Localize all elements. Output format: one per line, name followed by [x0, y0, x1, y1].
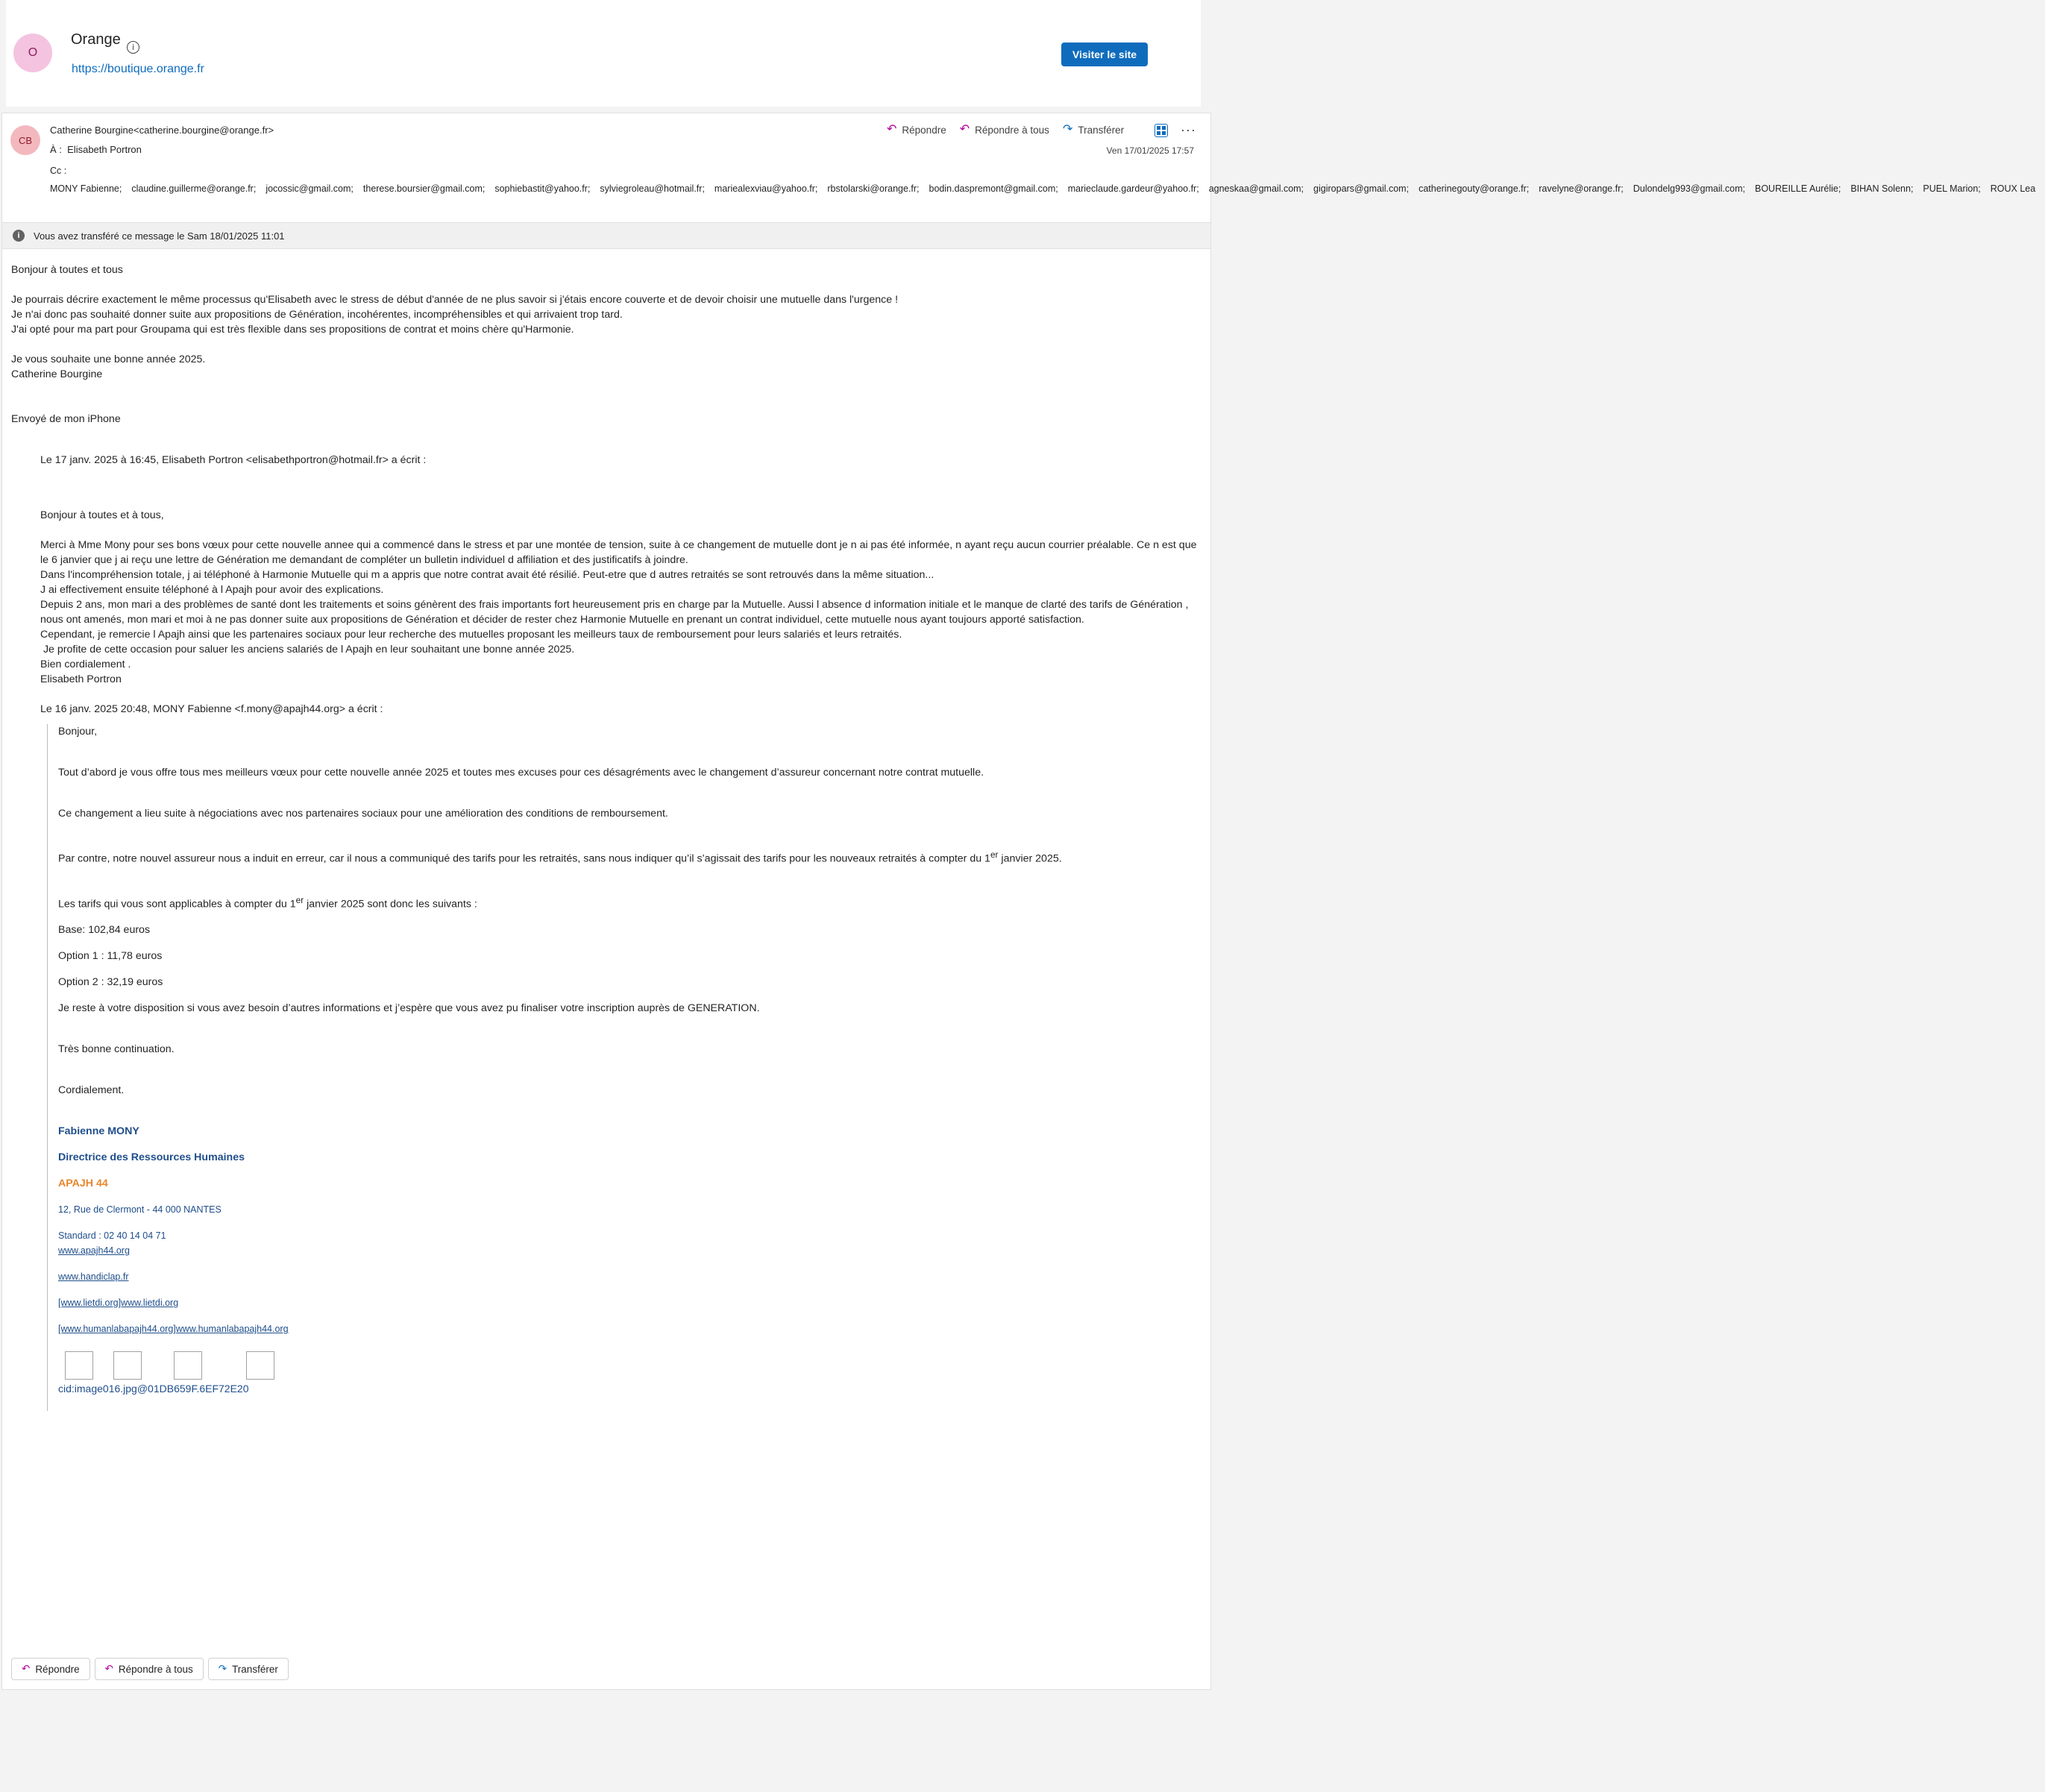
- immersive-reader-icon[interactable]: [1155, 124, 1168, 137]
- cc-recipient[interactable]: claudine.guillerme@orange.fr;: [131, 183, 257, 194]
- quote-line: Bien cordialement .: [40, 658, 131, 670]
- cc-recipient[interactable]: gigiropars@gmail.com;: [1313, 183, 1410, 194]
- quote-paragraph: Je reste à votre disposition si vous avez besoin d’autres informations et j’espère que vous avez pu finaliser votre inscription auprès de GENERATION.: [58, 1002, 760, 1015]
- info-icon: i: [13, 230, 25, 242]
- reply-all-label: Répondre à tous: [975, 124, 1049, 136]
- signature-address: 12, Rue de Clermont - 44 000 NANTES: [58, 1204, 222, 1216]
- quoted-message-fabienne: [47, 724, 1204, 1411]
- reply-label: Répondre: [902, 124, 946, 136]
- reply-all-icon: ↶: [959, 123, 970, 136]
- sent-from-line: Envoyé de mon iPhone: [11, 413, 121, 425]
- tariff-base: Base: 102,84 euros: [58, 924, 151, 937]
- cc-recipient[interactable]: ravelyne@orange.fr;: [1539, 183, 1624, 194]
- tariff-option-1: Option 1 : 11,78 euros: [58, 950, 163, 963]
- forward-label: Transférer: [232, 1663, 278, 1675]
- quote-paragraph: Par contre, notre nouvel assureur nous a induit en erreur, car il nous a communiqué des tarifs pour les retraités, sans nous indiquer qu’il s’agissait des tarifs pour les nouveaux retraités à compter du 1er janvier 2025.: [58, 849, 1062, 865]
- broken-image: [65, 1351, 93, 1380]
- cc-recipient[interactable]: bodin.daspremont@gmail.com;: [929, 183, 1058, 194]
- quote-line: Merci à Mme Mony pour ses bons vœux pour cette nouvelle annee qui a commencé dans le stress et par une montée de tension, suite à ce changement de mutuelle dont je n ai pas été informée, n ayant reçu aucun courrier préalable. Ce n est que le 6 janvier que j ai reçu une lettre de Génération me demandant de compléter un bulletin individuel d affiliation et des justificatifs à joindre.: [40, 539, 1197, 566]
- body-wish: Je vous souhaite une bonne année 2025.: [11, 353, 206, 365]
- cid-image-alt: cid:image016.jpg@01DB659F.6EF72E20: [58, 1383, 249, 1395]
- sender-card: [6, 0, 1201, 107]
- forward-icon: ↷: [218, 1663, 227, 1674]
- quote-line: J ai effectivement ensuite téléphoné à l Apajh pour avoir des explications.: [40, 584, 384, 596]
- reply-all-label: Répondre à tous: [118, 1663, 193, 1675]
- quoted-message-elisabeth: [11, 453, 1204, 717]
- forward-icon: ↷: [1062, 123, 1073, 136]
- broken-image: [246, 1351, 274, 1380]
- cc-recipient[interactable]: marieclaude.gardeur@yahoo.fr;: [1067, 183, 1199, 194]
- to-field: [50, 144, 142, 155]
- cc-field: [50, 162, 2036, 198]
- reply-icon: ↶: [22, 1663, 31, 1674]
- signature-title: Directrice des Ressources Humaines: [58, 1151, 245, 1164]
- quote-header: Le 16 janv. 2025 20:48, MONY Fabienne <f.mony@apajh44.org> a écrit :: [40, 703, 383, 715]
- visit-site-button[interactable]: Visiter le site: [1061, 43, 1148, 66]
- quote-greeting: Bonjour à toutes et à tous,: [40, 509, 164, 521]
- quote-line: Depuis 2 ans, mon mari a des problèmes de santé dont les traitements et soins génèrent des frais importants fort heureusement pris en charge par la Mutuelle. Aussi l absence d information initiale et le manque de clarté des tarifs de Génération , nous ont amenés, mon mari et moi à ne pas donner suite aux propositions de Génération et décider de rester chez Harmonie Mutuelle en prenant un contrat individuel, cette mutuelle nous ayant toujours apporté satisfaction.: [40, 599, 1189, 626]
- body-signature: Catherine Bourgine: [11, 368, 103, 380]
- from-field[interactable]: Catherine Bourgine<catherine.bourgine@orange.fr>: [50, 125, 274, 136]
- reply-all-button[interactable]: [960, 124, 1049, 136]
- quote-paragraph: Les tarifs qui vous sont applicables à compter du 1er janvier 2025 sont donc les suivants :: [58, 894, 477, 911]
- reply-button[interactable]: [887, 124, 946, 136]
- cc-recipient[interactable]: BIHAN Solenn;: [1850, 183, 1914, 194]
- message-date: Ven 17/01/2025 17:57: [1106, 145, 1194, 156]
- link-humanlab[interactable]: [www.humanlabapajh44.org]www.humanlabapajh44.org: [58, 1324, 289, 1335]
- cc-recipient[interactable]: Dulondelg993@gmail.com;: [1633, 183, 1745, 194]
- info-icon[interactable]: i: [127, 41, 139, 54]
- cc-recipient[interactable]: jocossic@gmail.com;: [266, 183, 354, 194]
- body-paragraph: J'ai opté pour ma part pour Groupama qui est très flexible dans ses propositions de contrat et moins chère qu'Harmonie.: [11, 324, 574, 336]
- tariff-option-2: Option 2 : 32,19 euros: [58, 976, 163, 989]
- message-header: [2, 113, 2036, 221]
- bottom-actions: [11, 1658, 289, 1680]
- to-label: À :: [50, 144, 62, 155]
- message-body: [11, 262, 1204, 1411]
- more-options-icon[interactable]: ···: [1181, 122, 1196, 137]
- cc-recipient[interactable]: agneskaa@gmail.com;: [1208, 183, 1304, 194]
- link-handiclap[interactable]: www.handiclap.fr: [58, 1271, 129, 1283]
- forward-label: Transférer: [1078, 124, 1125, 136]
- cc-recipient[interactable]: sylviegroleau@hotmail.fr;: [600, 183, 705, 194]
- broken-image: [174, 1351, 202, 1380]
- cc-recipient[interactable]: MONY Fabienne;: [50, 183, 122, 194]
- quote-paragraph: Très bonne continuation.: [58, 1043, 175, 1056]
- message-actions: [887, 124, 1124, 136]
- broken-image: [113, 1351, 142, 1380]
- reply-all-icon: ↶: [104, 1663, 113, 1674]
- body-greeting: Bonjour à toutes et tous: [11, 264, 123, 276]
- quote-line: Dans l'incompréhension totale, j ai téléphoné à Harmonie Mutuelle qui m a appris que notre contrat avait été résilié. Peut-etre que d autres retraités se sont retrouvés dans la même situation...: [40, 569, 934, 581]
- quote-line: Je profite de cette occasion pour saluer les anciens salariés de l Apajh en leur souhaitant une bonne année 2025.: [40, 644, 575, 656]
- body-paragraph: Je n'ai donc pas souhaité donner suite aux propositions de Génération, incohérentes, incompréhensibles et qui arrivaient trop tard.: [11, 309, 623, 321]
- avatar: CB: [10, 125, 40, 155]
- body-paragraph: Je pourrais décrire exactement le même processus qu'Elisabeth avec le stress de début d'année de ne plus savoir si j'étais encore couverte et de devoir choisir une mutuelle dans l'urgence !: [11, 294, 899, 306]
- reply-label: Répondre: [35, 1663, 80, 1675]
- quote-line: Elisabeth Portron: [40, 673, 122, 685]
- quote-line: Cependant, je remercie l Apajh ainsi que les partenaires sociaux pour leur recherche des mutuelles proposant les meilleurs taux de remboursement pour leurs salariés et leurs retraités.: [40, 629, 902, 641]
- cc-recipient[interactable]: therese.boursier@gmail.com;: [362, 183, 486, 194]
- cc-recipient[interactable]: rbstolarski@orange.fr;: [827, 183, 920, 194]
- sender-avatar: O: [13, 34, 52, 72]
- cc-recipient[interactable]: mariealexviau@yahoo.fr;: [714, 183, 818, 194]
- forward-notice-bar: [2, 222, 1210, 249]
- quote-paragraph: Cordialement.: [58, 1084, 125, 1097]
- quote-paragraph: Ce changement a lieu suite à négociations avec nos partenaires sociaux pour une amélioration des conditions de remboursement.: [58, 808, 668, 820]
- signature-name: Fabienne MONY: [58, 1125, 139, 1138]
- signature-phone: Standard : 02 40 14 04 71: [58, 1230, 166, 1242]
- quote-header: Le 17 janv. 2025 à 16:45, Elisabeth Portron <elisabethportron@hotmail.fr> a écrit :: [40, 454, 427, 466]
- sender-name: Orange: [71, 31, 121, 48]
- link-lietdi[interactable]: [www.lietdi.org]www.lietdi.org: [58, 1298, 179, 1309]
- forward-notice-text: Vous avez transféré ce message le Sam 18/01/2025 11:01: [34, 230, 285, 242]
- cc-recipient[interactable]: ROUX Lea: [1990, 183, 2036, 194]
- link-apajh44[interactable]: www.apajh44.org: [58, 1245, 130, 1257]
- cc-recipient[interactable]: sophiebastit@yahoo.fr;: [494, 183, 591, 194]
- reply-button[interactable]: [11, 1658, 90, 1680]
- reply-all-button[interactable]: [95, 1658, 204, 1680]
- forward-button[interactable]: [208, 1658, 289, 1680]
- reply-icon: ↶: [887, 123, 897, 136]
- quote-greeting: Bonjour,: [58, 726, 98, 738]
- cc-recipient[interactable]: BOUREILLE Aurélie;: [1755, 183, 1841, 194]
- quote-paragraph: Tout d’abord je vous offre tous mes meilleurs vœux pour cette nouvelle année 2025 et toutes mes excuses pour ces désagréments avec le changement d’assureur concernant notre contrat mutuelle.: [58, 767, 984, 779]
- cc-recipient[interactable]: PUEL Marion;: [1923, 183, 1981, 194]
- forward-button[interactable]: [1063, 124, 1124, 136]
- message-card: [1, 113, 2036, 1690]
- sender-url-link[interactable]: https://boutique.orange.fr: [72, 63, 204, 75]
- cc-recipient[interactable]: catherinegouty@orange.fr;: [1419, 183, 1530, 194]
- signature-images: [58, 1351, 1204, 1381]
- cc-label: Cc :: [50, 166, 67, 176]
- signature-org: APAJH 44: [58, 1178, 108, 1190]
- to-recipient[interactable]: Elisabeth Portron: [67, 144, 142, 155]
